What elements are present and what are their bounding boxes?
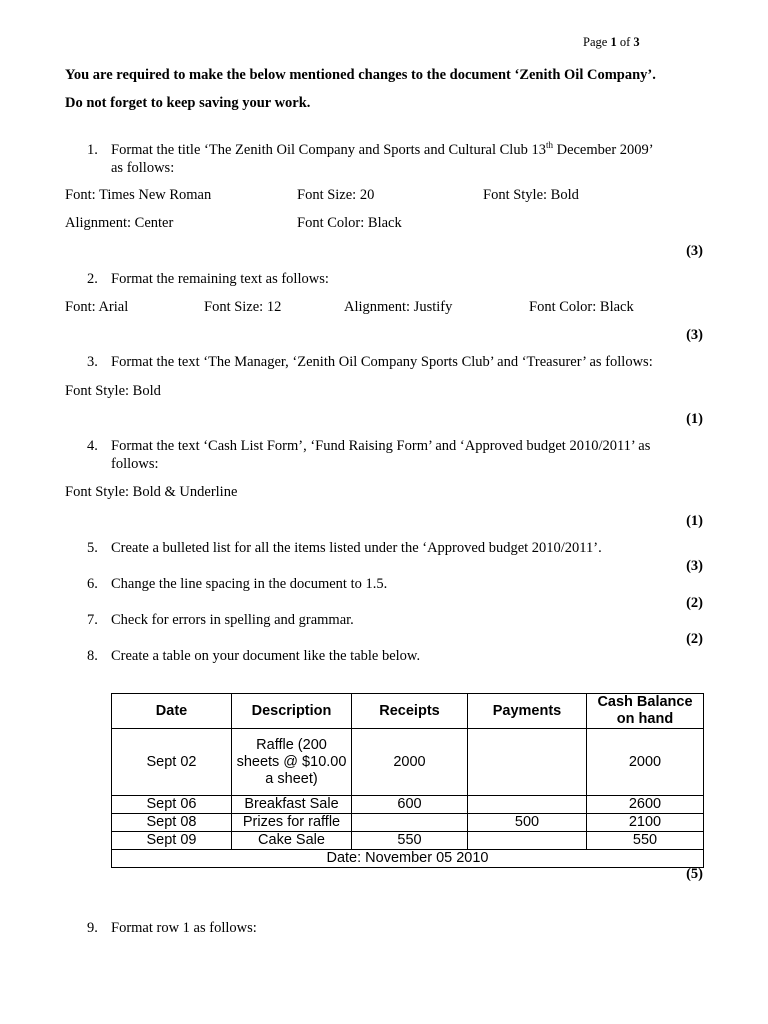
- marks: (1): [686, 513, 703, 529]
- intro-instruction: You are required to make the below mentioned changes to the document ‘Zenith Oil Company’.: [65, 67, 656, 83]
- item-1-text-cont: as follows:: [111, 160, 175, 176]
- table-cell: [468, 796, 587, 814]
- table-header-payments: Payments: [468, 694, 587, 729]
- table-cell: 2100: [587, 814, 704, 832]
- table-cell: Raffle (200 sheets @ $10.00 a sheet): [232, 729, 352, 796]
- spec-font-color: Font Color: Black: [297, 215, 402, 231]
- item-1-text: Format the title ‘The Zenith Oil Company and Sports and Cultural Club 13th December 2009’: [111, 140, 654, 158]
- table-footer-row: [112, 850, 704, 868]
- item-number: 7.: [87, 612, 98, 628]
- table-cell: [352, 814, 468, 832]
- item-number: 3.: [87, 354, 98, 370]
- marks: (1): [686, 411, 703, 427]
- table-cell: 600: [352, 796, 468, 814]
- item-number: 9.: [87, 920, 98, 936]
- item-8-text: Create a table on your document like the table below.: [111, 648, 421, 664]
- table-cell: [468, 832, 587, 850]
- table-cell: Sept 08: [112, 814, 232, 832]
- spec-font: Font: Times New Roman: [65, 187, 212, 203]
- table-row: [112, 814, 704, 832]
- table-row: [112, 832, 704, 850]
- marks: (3): [686, 243, 703, 259]
- table-cell: Sept 09: [112, 832, 232, 850]
- page-number: Page 1 of 3: [583, 35, 640, 49]
- item-7-text: Check for errors in spelling and grammar.: [111, 612, 354, 628]
- spec-font-style: Font Style: Bold: [483, 187, 579, 203]
- item-4-text: Format the text ‘Cash List Form’, ‘Fund Raising Form’ and ‘Approved budget 2010/2011’ as: [111, 438, 651, 454]
- spec-font-size: Font Size: 12: [204, 299, 282, 315]
- table-header-row: [112, 694, 704, 729]
- item-number: 8.: [87, 648, 98, 664]
- item-2-text: Format the remaining text as follows:: [111, 271, 329, 287]
- marks: (2): [686, 631, 703, 647]
- spec-font-size: Font Size: 20: [297, 187, 375, 203]
- spec-font: Font: Arial: [65, 299, 129, 315]
- cash-table: [111, 693, 704, 868]
- table-cell: 2600: [587, 796, 704, 814]
- table-header-receipts: Receipts: [352, 694, 468, 729]
- table-header-date: Date: [112, 694, 232, 729]
- table-footer-date: Date: November 05 2010: [112, 850, 704, 868]
- spec-font-color: Font Color: Black: [529, 299, 634, 315]
- table-cell: 550: [587, 832, 704, 850]
- spec-font-style: Font Style: Bold & Underline: [65, 484, 238, 500]
- table-row: [112, 729, 704, 796]
- table-cell: 550: [352, 832, 468, 850]
- marks: (3): [686, 327, 703, 343]
- marks: (5): [686, 866, 703, 882]
- table-cell: Cake Sale: [232, 832, 352, 850]
- spec-font-style: Font Style: Bold: [65, 383, 161, 399]
- table-cell: Breakfast Sale: [232, 796, 352, 814]
- item-number: 2.: [87, 271, 98, 287]
- item-6-text: Change the line spacing in the document to 1.5.: [111, 576, 388, 592]
- table-header-cash-balance: Cash Balance on hand: [587, 694, 704, 729]
- item-9-text: Format row 1 as follows:: [111, 920, 257, 936]
- table-cell: 500: [468, 814, 587, 832]
- table-cell: Sept 06: [112, 796, 232, 814]
- table-cell: Prizes for raffle: [232, 814, 352, 832]
- spec-alignment: Alignment: Center: [65, 215, 174, 231]
- marks: (3): [686, 558, 703, 574]
- table-cell: [468, 729, 587, 796]
- table-cell: 2000: [352, 729, 468, 796]
- spec-alignment: Alignment: Justify: [344, 299, 453, 315]
- table-cell: 2000: [587, 729, 704, 796]
- item-number: 6.: [87, 576, 98, 592]
- item-number: 5.: [87, 540, 98, 556]
- item-4-text-cont: follows:: [111, 456, 159, 472]
- item-5-text: Create a bulleted list for all the items listed under the ‘Approved budget 2010/2011’.: [111, 540, 602, 556]
- table-header-description: Description: [232, 694, 352, 729]
- item-3-text: Format the text ‘The Manager, ‘Zenith Oil Company Sports Club’ and ‘Treasurer’ as follows:: [111, 354, 653, 370]
- marks: (2): [686, 595, 703, 611]
- intro-reminder: Do not forget to keep saving your work.: [65, 95, 311, 111]
- table-cell: Sept 02: [112, 729, 232, 796]
- item-number: 4.: [87, 438, 98, 454]
- item-number: 1.: [87, 142, 98, 158]
- table-row: [112, 796, 704, 814]
